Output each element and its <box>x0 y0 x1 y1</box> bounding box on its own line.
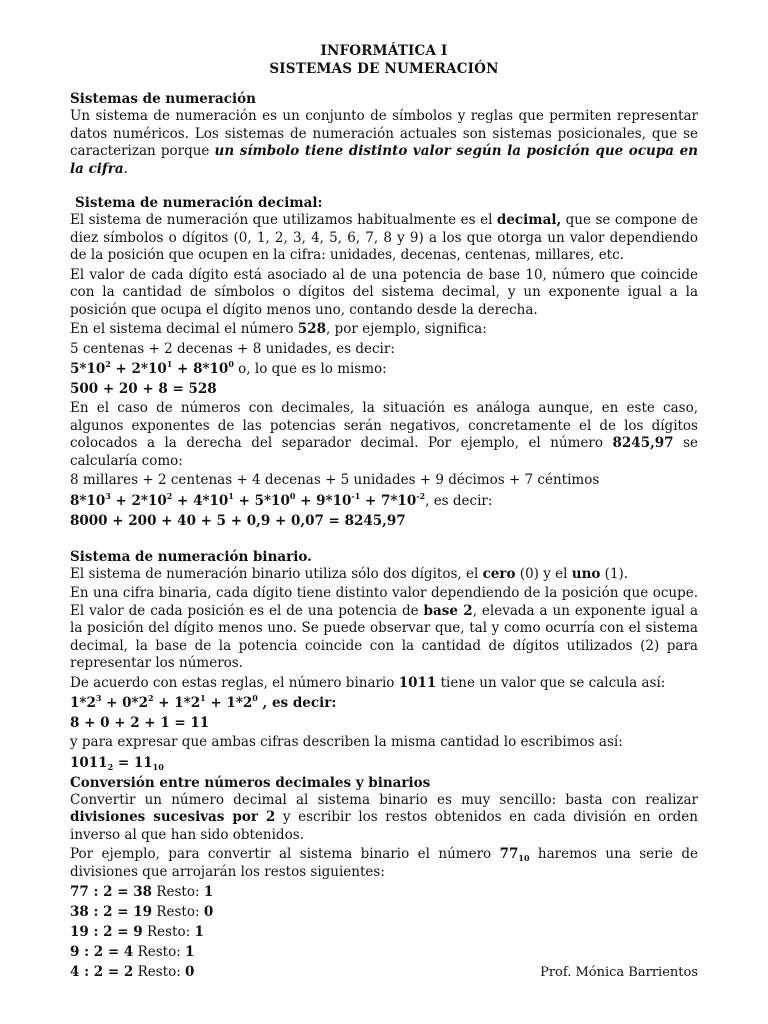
equation-decimal-3: $8*10^3 + 2*10^2 + 4*10^1 + 5*10^0 + 9*10^{-1} + 7*10^{-2}$, es decir: <box>70 490 493 509</box>
division-row: 77 : 2 = 38 Resto: 1 <box>70 884 214 900</box>
section-heading-decimal: Sistema de numeración decimal: <box>75 195 323 211</box>
equation-decimal-1: $5*10^2 + 2*10^1 + 8*10^0$ o, lo que es lo mismo: <box>70 359 387 377</box>
paragraph-decimal-5: En el caso de números con decimales, la situación es análoga aunque, en este caso, algunos exponentes de las potencias serán negativos, concretamente el de los dígitos colocados a la derecha del separador decimal. Por ejemplo, el número 8245,97 se calcularía como: <box>70 400 698 469</box>
paragraph-binary-2: En una cifra binaria, cada dígito tiene distinto valor dependiendo de la posición que ocupe. El valor de cada posición es el de una potencia de base 2, elevada a un exponente igual a la posición del dígito menos uno. Se puede observar que, tal y como ocurría con el sistema decimal, la base de la potencia coincide con la cantidad de dígitos utilizados (2) para representar los números. <box>70 585 698 671</box>
title-line-2: SISTEMAS DE NUMERACIÓN <box>269 61 499 77</box>
footer-author: Prof. Mónica Barrientos <box>540 965 698 980</box>
equation-binary-1: $1*2^3 + 0*2^2 + 1*2^1 + 1*2^0$ , es decir: <box>70 693 337 711</box>
section-heading-numeration: Sistemas de numeración <box>70 91 256 107</box>
equation-decimal-2: 500 + 20 + 8 = 528 <box>70 381 217 397</box>
division-row: 19 : 2 = 9 Resto: 1 <box>70 924 204 940</box>
paragraph-numeration: Un sistema de numeración es un conjunto de símbolos y reglas que permiten representar datos numéricos. Los sistemas de numeración actuales son sistemas posicionales, que se caracterizan porque un símbolo tiene distinto valor según la posición que ocupa en la cifra. <box>70 108 698 177</box>
section-heading-binary: Sistema de numeración binario. <box>70 548 312 565</box>
paragraph-binary-1: El sistema de numeración binario utiliza sólo dos dígitos, el cero (0) y el uno (1). <box>70 565 629 582</box>
equation-binary-3: $1011_2 = 11_{10}$ <box>70 754 164 772</box>
document-title <box>70 42 698 78</box>
paragraph-decimal-4: 5 centenas + 2 decenas + 8 unidades, es decir: <box>70 340 395 357</box>
title-line-1: INFORMÁTICA I <box>320 43 448 59</box>
paragraph-binary-3: De acuerdo con estas reglas, el número binario 1011 tiene un valor que se calcula así: <box>70 674 666 691</box>
paragraph-conversion-1: Convertir un número decimal al sistema binario es muy sencillo: basta con realizar divisiones sucesivas por 2 y escribir los restos obtenidos en cada división en orden inverso al que han sido obtenidos. <box>70 791 698 843</box>
paragraph-conversion-2: Por ejemplo, para convertir al sistema binario el número $77_{10}$ haremos una serie de divisiones que arrojarán los restos siguientes: <box>70 846 698 880</box>
division-row: 4 : 2 = 2 Resto: 0 <box>70 964 195 980</box>
equation-binary-2: 8 + 0 + 2 + 1 = 11 <box>70 715 210 731</box>
paragraph-binary-4: y para expresar que ambas cifras describen la misma cantidad lo escribimos así: <box>70 734 623 750</box>
paragraph-decimal-6: 8 millares + 2 centenas + 4 decenas + 5 unidades + 9 décimos + 7 céntimos <box>70 472 600 488</box>
emphasis-text: un símbolo tiene distinto valor según la posición que ocupa en la cifra <box>70 143 698 177</box>
division-row: 9 : 2 = 4 Resto: 1 <box>70 944 195 960</box>
equation-decimal-4: 8000 + 200 + 40 + 5 + 0,9 + 0,07 = 8245,97 <box>70 512 406 529</box>
paragraph-decimal-2: El valor de cada dígito está asociado al de una potencia de base 10, número que coincide con la cantidad de símbolos o dígitos del sistema decimal, y un exponente igual a la posición que ocupa el dígito menos uno, contando desde la derecha. <box>70 266 698 318</box>
paragraph-decimal-3: En el sistema decimal el número 528, por ejemplo, significa: <box>70 321 487 337</box>
division-row: 38 : 2 = 19 Resto: 0 <box>70 904 214 920</box>
section-heading-conversion: Conversión entre números decimales y binarios <box>70 774 431 791</box>
paragraph-decimal-1: El sistema de numeración que utilizamos habitualmente es el decimal, que se compone de diez símbolos o dígitos (0, 1, 2, 3, 4, 5, 6, 7, 8 y 9) a los que otorga un valor dependiendo de la posición que ocupen en la cifra: unidades, decenas, centenas, millares, etc. <box>70 212 698 263</box>
